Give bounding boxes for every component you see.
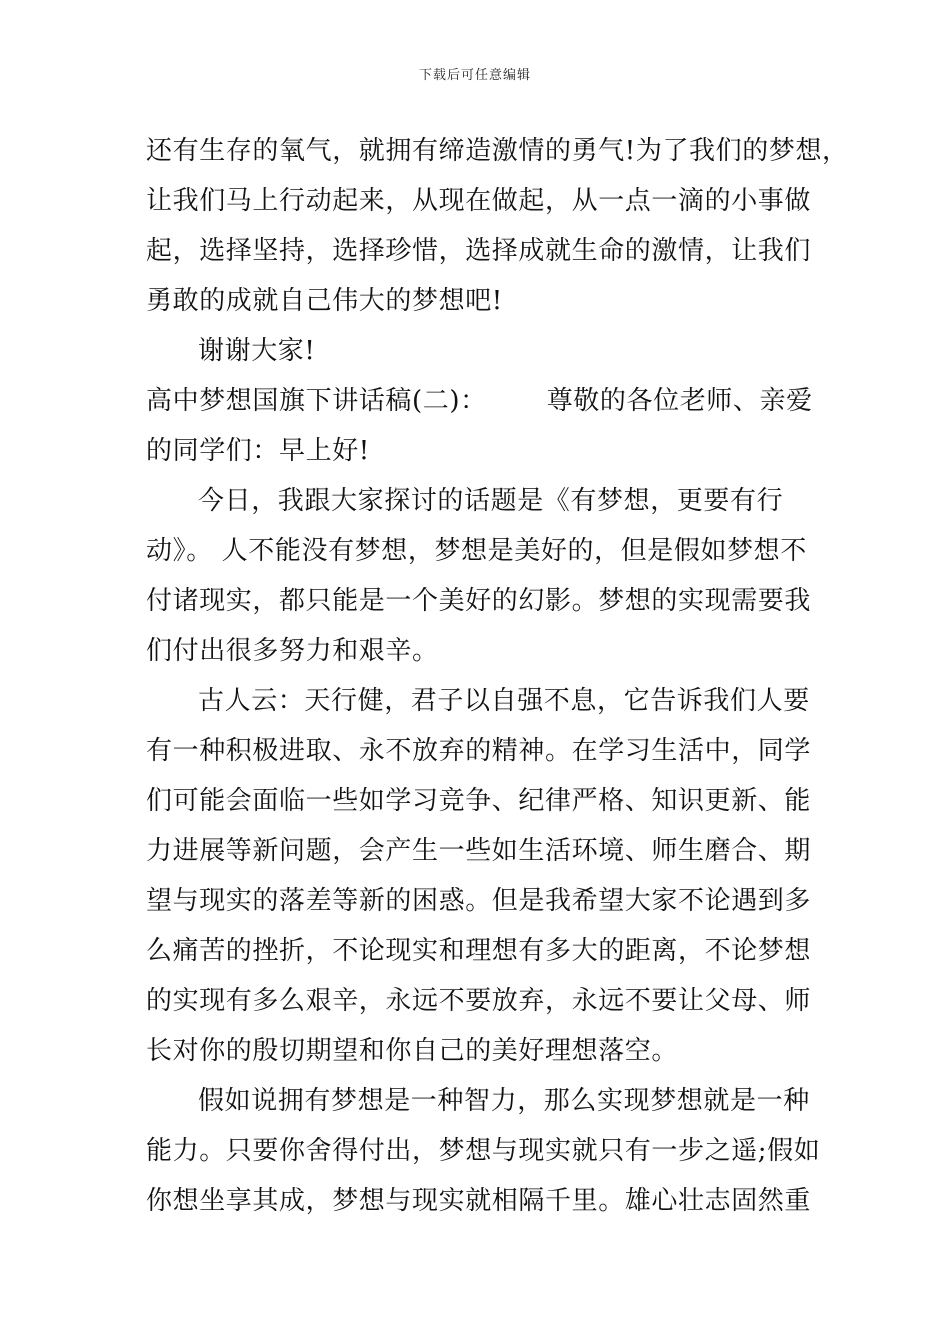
- text-line: 们可能会面临一些如学习竞争、纪律严格、知识更新、能: [146, 786, 812, 816]
- text-line: 有一种积极进取、永不放弃的精神。在学习生活中，同学: [146, 736, 812, 766]
- text-line: 力进展等新问题，会产生一些如生活环境、师生磨合、期: [146, 836, 812, 866]
- text-line: 动》。 人不能没有梦想，梦想是美好的，但是假如梦想不: [146, 536, 807, 566]
- text-line: 谢谢大家!: [198, 336, 316, 366]
- text-line: 的同学们：早上好!: [146, 436, 370, 466]
- text-line: 假如说拥有梦想是一种智力，那么实现梦想就是一种: [198, 1086, 810, 1116]
- text-line: 的实现有多么艰辛，永远不要放弃，永远不要让父母、师: [146, 986, 812, 1016]
- salutation-start: 尊敬的各位老师、亲爱: [546, 386, 813, 416]
- text-line: 让我们马上行动起来，从现在做起，从一点一滴的小事做: [146, 186, 812, 216]
- section-heading: 高中梦想国旗下讲话稿(二)：: [146, 386, 487, 416]
- text-line: 么痛苦的挫折，不论现实和理想有多大的距离，不论梦想: [146, 936, 812, 966]
- text-line: 还有生存的氧气，就拥有缔造激情的勇气!为了我们的梦想，: [146, 136, 849, 166]
- text-line: 望与现实的落差等新的困惑。但是我希望大家不论遇到多: [146, 886, 812, 916]
- text-line: 起，选择坚持，选择珍惜，选择成就生命的激情，让我们: [146, 236, 812, 266]
- text-line: 能力。只要你舍得付出，梦想与现实就只有一步之遥;假如: [146, 1136, 821, 1166]
- document-body: [146, 126, 849, 1226]
- text-line: 古人云：天行健，君子以自强不息，它告诉我们人要: [198, 686, 810, 716]
- text-line: 们付出很多努力和艰辛。: [146, 636, 439, 666]
- text-line: 付诸现实，都只能是一个美好的幻影。梦想的实现需要我: [146, 586, 812, 616]
- text-line: 勇敢的成就自己伟大的梦想吧!: [146, 286, 503, 316]
- text-line: 今日，我跟大家探讨的话题是《有梦想，更要有行: [198, 486, 784, 516]
- page-header-note: 下载后可任意编辑: [418, 68, 531, 83]
- section-heading-line: [146, 376, 813, 426]
- text-line: 长对你的殷切期望和你自己的美好理想落空。: [146, 1036, 679, 1066]
- text-line: 你想坐享其成，梦想与现实就相隔千里。雄心壮志固然重: [146, 1186, 812, 1216]
